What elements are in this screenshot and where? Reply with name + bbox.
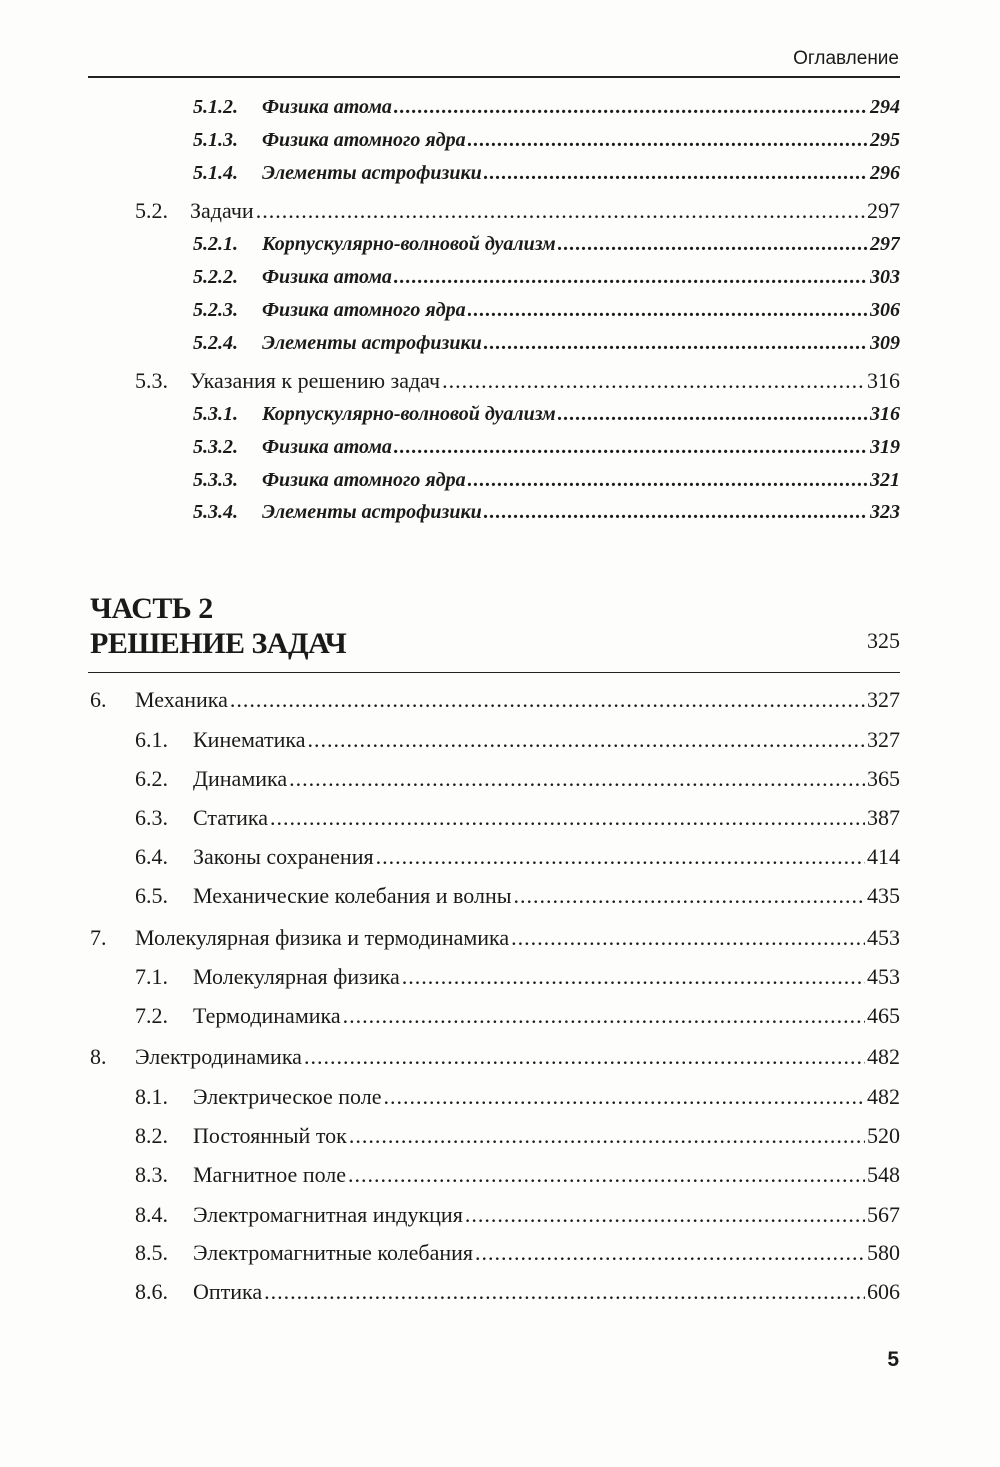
- toc-entry: [135, 1160, 900, 1190]
- entry-title: Физика атома: [262, 266, 392, 288]
- entry-number: 6.4.: [135, 844, 168, 869]
- entry-title: Механика: [135, 687, 228, 712]
- entry-number: 7.1.: [135, 964, 168, 989]
- entry-number: 6.3.: [135, 805, 168, 830]
- dot-leader: [394, 92, 868, 122]
- toc-entry: [135, 1001, 900, 1031]
- entry-title: Физика атома: [262, 436, 392, 458]
- entry-number: 7.2.: [135, 1003, 168, 1028]
- toc-entry: [193, 92, 900, 122]
- dot-leader: [484, 497, 868, 527]
- part-page: 325: [867, 628, 900, 653]
- entry-title: Электромагнитные колебания: [193, 1240, 474, 1265]
- entry-number: 5.3.2.: [193, 436, 238, 458]
- entry-page: 365: [867, 766, 900, 791]
- part-heading-line1: ЧАСТЬ 2: [90, 592, 213, 625]
- entry-page: 323: [870, 501, 900, 523]
- entry-number: 6.5.: [135, 883, 168, 908]
- entry-page: 414: [867, 844, 900, 869]
- entry-page: 321: [870, 469, 900, 491]
- dot-leader: [270, 803, 865, 833]
- entry-number: 5.1.4.: [193, 162, 238, 184]
- entry-title: Элементы астрофизики: [262, 332, 482, 354]
- entry-number: 6.2.: [135, 766, 168, 791]
- entry-number: 5.1.3.: [193, 129, 238, 151]
- dot-leader: [484, 158, 868, 188]
- dot-leader: [394, 432, 868, 462]
- entry-title: Кинематика: [193, 727, 306, 752]
- entry-title: Физика атомного ядра: [262, 129, 466, 151]
- entry-page: 435: [867, 883, 900, 908]
- entry-title: Корпускулярно-волновой дуализм: [262, 233, 556, 255]
- dot-leader: [558, 399, 868, 429]
- entry-page: 548: [867, 1162, 900, 1187]
- dot-leader: [307, 725, 865, 755]
- part-rule: [88, 672, 900, 673]
- toc-entry: [135, 881, 900, 911]
- entry-page: 327: [867, 687, 900, 712]
- entry-page: 296: [870, 162, 900, 184]
- entry-number: 6.1.: [135, 727, 168, 752]
- entry-number: 5.2.2.: [193, 266, 238, 288]
- entry-page: 580: [867, 1240, 900, 1265]
- toc-entry: [135, 803, 900, 833]
- toc-entry: [135, 1277, 900, 1307]
- dot-leader: [376, 842, 865, 872]
- dot-leader: [394, 262, 868, 292]
- toc-entry: [135, 725, 900, 755]
- entry-number: 8.5.: [135, 1240, 168, 1265]
- entry-page: 482: [867, 1084, 900, 1109]
- dot-leader: [349, 1121, 865, 1151]
- dot-leader: [264, 1277, 865, 1307]
- dot-leader: [256, 196, 865, 226]
- entry-number: 5.2.3.: [193, 299, 238, 321]
- toc-entry: [90, 685, 900, 715]
- toc-entry: [193, 399, 900, 429]
- entry-page: 316: [870, 403, 900, 425]
- entry-number: 5.1.2.: [193, 96, 238, 118]
- entry-number: 5.3.4.: [193, 501, 238, 523]
- toc-entry: [193, 125, 900, 155]
- dot-leader: [475, 1238, 865, 1268]
- entry-number: 8.6.: [135, 1279, 168, 1304]
- dot-leader: [304, 1042, 865, 1072]
- part-heading-line2: РЕШЕНИЕ ЗАДАЧ: [90, 627, 347, 660]
- toc-entry: [135, 962, 900, 992]
- entry-title: Оптика: [193, 1279, 263, 1304]
- toc-entry: [135, 764, 900, 794]
- dot-leader: [514, 881, 865, 911]
- entry-title: Электродинамика: [135, 1044, 302, 1069]
- entry-page: 297: [870, 233, 900, 255]
- entry-number: 5.2.4.: [193, 332, 238, 354]
- toc-entry: [193, 229, 900, 259]
- header-rule: [88, 76, 900, 78]
- toc-entry: [135, 1238, 900, 1268]
- running-header: Оглавление: [793, 48, 899, 69]
- entry-title: Элементы астрофизики: [262, 501, 482, 523]
- entry-page: 303: [870, 266, 900, 288]
- entry-title: Молекулярная физика и термодинамика: [135, 925, 510, 950]
- dot-leader: [484, 328, 868, 358]
- dot-leader: [468, 295, 868, 325]
- toc-entry: [193, 158, 900, 188]
- entry-number: 8.1.: [135, 1084, 168, 1109]
- toc-entry: [135, 1200, 900, 1230]
- entry-title: Задачи: [190, 198, 254, 223]
- toc-entry: [135, 1082, 900, 1112]
- entry-number: 7.: [90, 925, 107, 950]
- entry-title: Молекулярная физика: [193, 964, 400, 989]
- entry-title: Электрическое поле: [193, 1084, 382, 1109]
- entry-number: 5.3.1.: [193, 403, 238, 425]
- entry-number: 5.2.1.: [193, 233, 238, 255]
- dot-leader: [402, 962, 865, 992]
- entry-number: 5.3.3.: [193, 469, 238, 491]
- entry-page: 319: [870, 436, 900, 458]
- toc-entry: [135, 1121, 900, 1151]
- entry-page: 294: [870, 96, 900, 118]
- entry-page: 295: [870, 129, 900, 151]
- dot-leader: [289, 764, 865, 794]
- entry-number: 6.: [90, 687, 107, 712]
- toc-entry: [135, 366, 900, 396]
- entry-title: Указания к решению задач: [190, 368, 441, 393]
- entry-page: 567: [867, 1202, 900, 1227]
- entry-page: 309: [870, 332, 900, 354]
- entry-page: 520: [867, 1123, 900, 1148]
- entry-number: 5.3.: [135, 368, 168, 393]
- toc-entry: [193, 432, 900, 462]
- entry-title: Элементы астрофизики: [262, 162, 482, 184]
- dot-leader: [343, 1001, 865, 1031]
- toc-entry: [193, 465, 900, 495]
- entry-title: Физика атомного ядра: [262, 299, 466, 321]
- dot-leader: [230, 685, 865, 715]
- dot-leader: [468, 465, 868, 495]
- dot-leader: [558, 229, 868, 259]
- dot-leader: [384, 1082, 865, 1112]
- page-number: 5: [887, 1348, 899, 1371]
- entry-page: 297: [867, 198, 900, 223]
- toc-entry: [193, 262, 900, 292]
- toc-entry: [193, 295, 900, 325]
- entry-page: 387: [867, 805, 900, 830]
- entry-title: Электромагнитная индукция: [193, 1202, 463, 1227]
- entry-page: 327: [867, 727, 900, 752]
- entry-title: Физика атома: [262, 96, 392, 118]
- dot-leader: [468, 125, 868, 155]
- dot-leader: [348, 1160, 865, 1190]
- toc-entry: [135, 196, 900, 226]
- entry-page: 482: [867, 1044, 900, 1069]
- entry-title: Постоянный ток: [193, 1123, 347, 1148]
- dot-leader: [465, 1200, 865, 1230]
- entry-title: Термодинамика: [193, 1003, 341, 1028]
- entry-title: Динамика: [193, 766, 288, 791]
- toc-entry: [193, 328, 900, 358]
- toc-entry: [90, 923, 900, 953]
- entry-number: 8.3.: [135, 1162, 168, 1187]
- toc-entry: [135, 842, 900, 872]
- toc-entry: [90, 1042, 900, 1072]
- entry-page: 453: [867, 964, 900, 989]
- entry-number: 5.2.: [135, 198, 168, 223]
- entry-number: 8.4.: [135, 1202, 168, 1227]
- entry-page: 606: [867, 1279, 900, 1304]
- entry-title: Физика атомного ядра: [262, 469, 466, 491]
- entry-title: Законы сохранения: [193, 844, 374, 869]
- entry-title: Статика: [193, 805, 268, 830]
- toc-entry: [193, 497, 900, 527]
- entry-page: 453: [867, 925, 900, 950]
- entry-page: 465: [867, 1003, 900, 1028]
- entry-title: Магнитное поле: [193, 1162, 347, 1187]
- entry-title: Механические колебания и волны: [193, 883, 512, 908]
- dot-leader: [442, 366, 865, 396]
- entry-number: 8.2.: [135, 1123, 168, 1148]
- entry-title: Корпускулярно-волновой дуализм: [262, 403, 556, 425]
- entry-page: 316: [867, 368, 900, 393]
- dot-leader: [511, 923, 865, 953]
- entry-page: 306: [870, 299, 900, 321]
- entry-number: 8.: [90, 1044, 107, 1069]
